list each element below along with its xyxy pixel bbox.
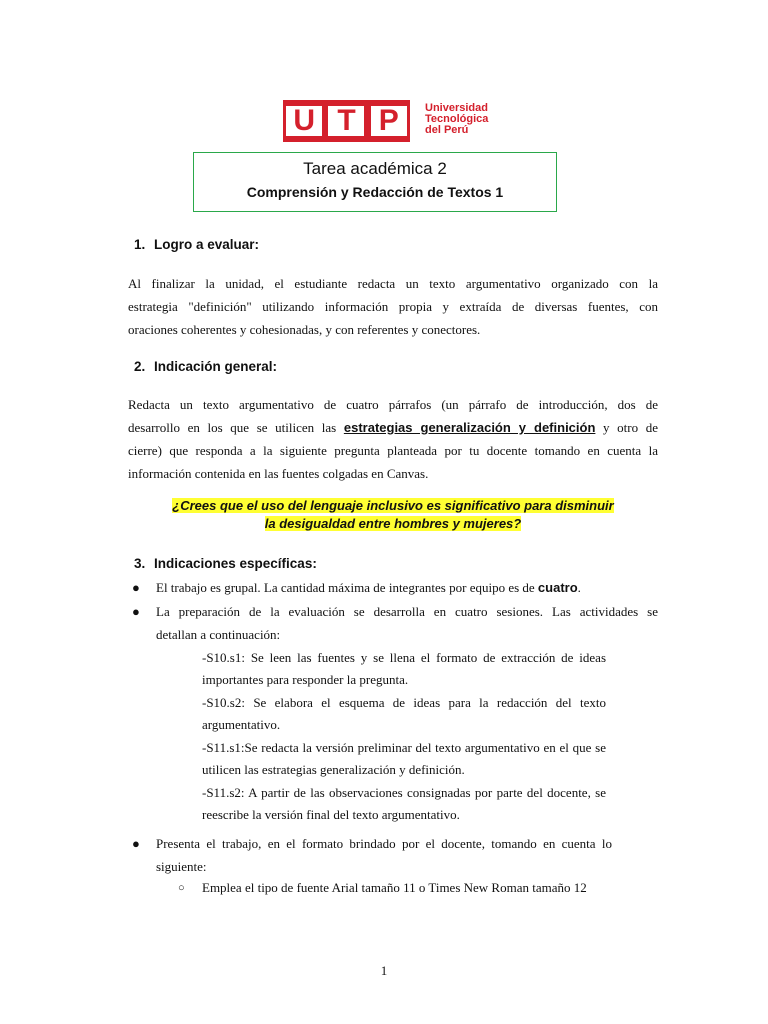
- bullet-item-sessions: [156, 600, 658, 646]
- bullet-item-format: [156, 832, 612, 878]
- session-line: utilicen las estrategias generalización y definición.: [202, 762, 465, 777]
- line-text: desarrollo en los que se utilicen las: [128, 420, 337, 435]
- question-line: ¿Crees que el uso del lenguaje inclusivo es significativo para disminuir: [172, 498, 614, 513]
- paragraph-line: oraciones coherentes y cohesionadas, y con referentes y conectores.: [128, 322, 481, 337]
- course-name: Comprensión y Redacción de Textos 1: [246, 184, 504, 200]
- guiding-question: [128, 497, 658, 533]
- section-3-heading: [134, 556, 317, 571]
- bullet-text-end: .: [577, 580, 581, 595]
- section-2-heading: [134, 359, 277, 374]
- max-members-emphasis: cuatro: [537, 580, 578, 595]
- line-text: y otro de: [603, 420, 659, 435]
- paragraph-line: cierre) que responda a la siguiente pregunta planteada por tu docente tomando en cuenta la: [128, 443, 658, 458]
- paragraph-line: [128, 416, 658, 439]
- bullet-icon: ●: [132, 604, 140, 619]
- university-name-line: del Perú: [425, 124, 469, 136]
- section-number: 3.: [134, 556, 146, 571]
- strategies-emphasis: estrategias generalización y definición: [343, 420, 596, 435]
- session-line: -S10.s2: Se elabora el esquema de ideas para la redacción del texto: [202, 695, 606, 710]
- logo-letter-t: T: [328, 106, 364, 136]
- paragraph-line: estrategia "definición" utilizando información propia y extraída de diversas fuentes, con: [128, 299, 658, 314]
- paragraph-line: Al finalizar la unidad, el estudiante redacta un texto argumentativo organizado con la: [128, 276, 658, 291]
- university-name: [425, 103, 488, 136]
- section-number: 1.: [134, 237, 146, 252]
- section-number: 2.: [134, 359, 146, 374]
- university-name-line: Tecnológica: [425, 113, 489, 125]
- bullet-line: siguiente:: [156, 859, 207, 874]
- session-line: argumentativo.: [202, 717, 281, 732]
- session-line: reescribe la versión final del texto argumentativo.: [202, 807, 460, 822]
- page-number: 1: [380, 963, 388, 978]
- paragraph-line: Redacta un texto argumentativo de cuatro párrafos (un párrafo de introducción, dos de: [128, 397, 658, 412]
- session-line: -S11.s2: A partir de las observaciones consignadas por parte del docente, se: [202, 785, 606, 800]
- utp-logo: [283, 100, 410, 142]
- bullet-line: detallan a continuación:: [156, 627, 281, 642]
- sub-bullet-font: Emplea el tipo de fuente Arial tamaño 11 o Times New Roman tamaño 12: [202, 880, 587, 895]
- section-1-heading: [134, 237, 259, 252]
- logo-letter-p: P: [371, 106, 407, 136]
- bullet-icon: ●: [132, 836, 140, 851]
- section-title: Indicación general:: [154, 359, 278, 374]
- paragraph-line: información contenida en las fuentes colgadas en Canvas.: [128, 466, 429, 481]
- bullet-icon: ●: [132, 580, 140, 595]
- session-list: [202, 647, 606, 826]
- bullet-text: El trabajo es grupal. La cantidad máxima de integrantes por equipo es de: [156, 580, 535, 595]
- title-box: [193, 152, 557, 212]
- section-title: Logro a evaluar:: [154, 237, 260, 252]
- university-name-line: Universidad: [425, 102, 488, 114]
- bullet-item-group-work: [156, 576, 581, 599]
- bullet-line: La preparación de la evaluación se desarrolla en cuatro sesiones. Las actividades se: [156, 604, 658, 619]
- question-line: la desigualdad entre hombres y mujeres?: [264, 516, 522, 531]
- session-line: -S10.s1: Se leen las fuentes y se llena el formato de extracción de ideas: [202, 650, 606, 665]
- document-title: Tarea académica 2: [303, 159, 447, 178]
- section-1-paragraph: [128, 272, 658, 341]
- circle-bullet-icon: ○: [178, 882, 185, 894]
- section-2-paragraph: [128, 393, 658, 485]
- logo-letter-u: U: [286, 106, 322, 136]
- bullet-line: Presenta el trabajo, en el formato brindado por el docente, tomando en cuenta lo: [156, 836, 612, 851]
- session-line: -S11.s1:Se redacta la versión preliminar del texto argumentativo en el que se: [202, 740, 606, 755]
- session-line: importantes para responder la pregunta.: [202, 672, 409, 687]
- section-title: Indicaciones específicas:: [154, 556, 317, 571]
